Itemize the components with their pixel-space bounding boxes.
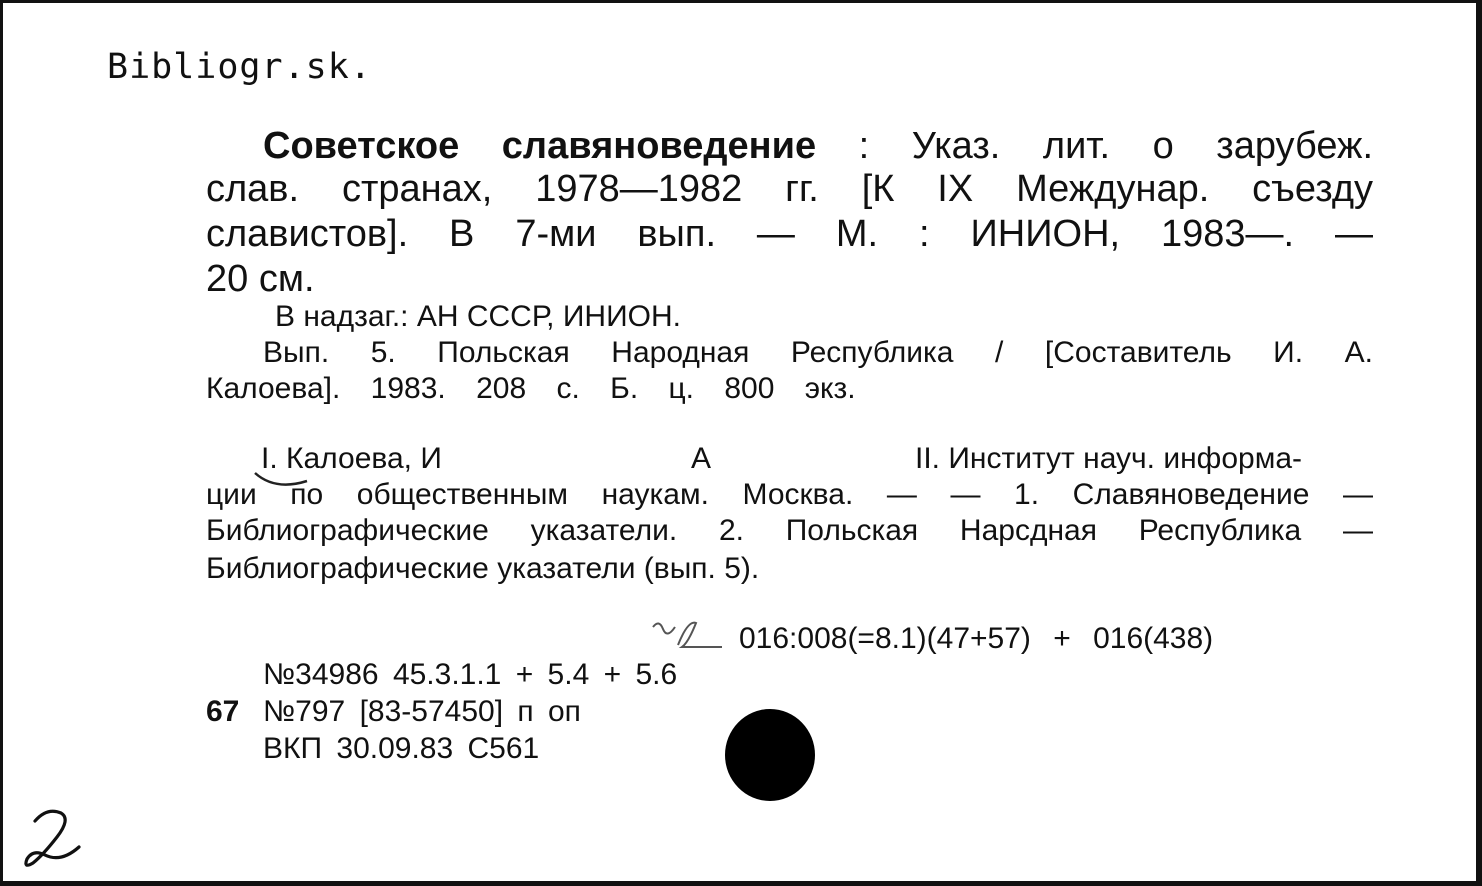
entry-title: Советское славяноведение (263, 125, 817, 167)
handwritten-numeral-mark (13, 803, 93, 873)
tracing-line-1-b: А (691, 442, 712, 475)
udc-code: 016:008(=8.1)(47+57) + 016(438) (739, 622, 1214, 655)
card-code: Bibliogr.sk. (107, 47, 372, 87)
underline-flourish-mark (253, 463, 313, 493)
entry-line-2: слав. странах, 1978—1982 гг. [К IX Междунар. съезду (206, 168, 1373, 210)
class-line-2: №797 [83-57450] п оп (263, 695, 581, 728)
class-line-1: №34986 45.3.1.1 + 5.4 + 5.6 (263, 658, 678, 691)
tracing-line-4: Библиографические указатели (вып. 5). (206, 552, 760, 585)
entry-line-1 (263, 123, 1373, 169)
class-line-3: ВКП 30.09.83 С561 (263, 732, 540, 765)
tracing-line-2: ции по общественным наукам. Москва. — — 1. Славяноведение — (206, 478, 1373, 511)
note-line-3: Калоева]. 1983. 208 с. Б. ц. 800 экз. (206, 372, 856, 405)
tracing-line-1-c: II. Институт науч. информа- (915, 442, 1303, 475)
pencil-scribble-mark (648, 615, 738, 655)
tracing-line-3: Библиографические указатели. 2. Польская Нарсдная Республика — (206, 514, 1373, 547)
punch-hole-mark (725, 709, 815, 801)
entry-line-3: славистов]. В 7-ми вып. — М. : ИНИОН, 1983—. — (206, 213, 1373, 255)
entry-line-4: 20 см. (206, 258, 315, 300)
tracing-line-1-a: I. Калоева, И (261, 442, 442, 475)
entry-line-1-rest: : Указ. лит. о зарубеж. (858, 125, 1374, 167)
note-line-2: Вып. 5. Польская Народная Республика / [Составитель И. А. (263, 336, 1373, 369)
note-line-1: В надзаг.: АН СССР, ИНИОН. (275, 300, 681, 333)
class-prefix-number: 67 (206, 695, 240, 728)
